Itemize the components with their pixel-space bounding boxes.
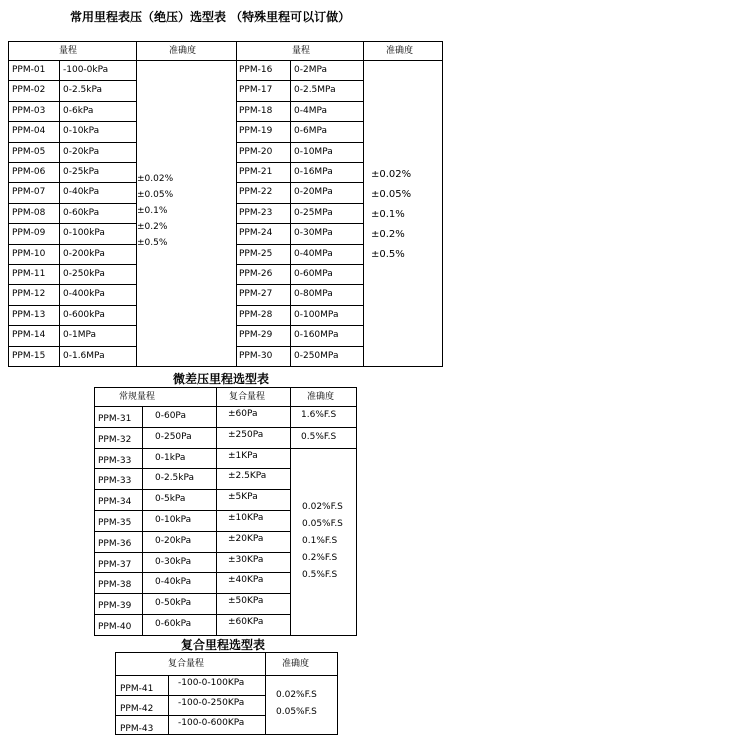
row-model: PPM-10	[12, 248, 46, 259]
row-model: PPM-33	[98, 476, 132, 487]
row-model: PPM-09	[12, 228, 46, 239]
row-model: PPM-13	[12, 309, 46, 320]
row-model: PPM-40	[98, 622, 132, 632]
row-range: 0-2.5MPa	[294, 85, 336, 96]
row-range: 0-400kPa	[63, 289, 105, 300]
row-model: PPM-31	[98, 414, 132, 424]
row-model: PPM-04	[12, 126, 46, 137]
row-model: PPM-06	[12, 167, 46, 177]
row-model: PPM-27	[239, 289, 273, 300]
row-model: PPM-21	[239, 167, 273, 177]
row-range: 0-40MPa	[294, 248, 333, 259]
accuracy-value: 0.05%F.S	[276, 707, 317, 717]
row-model: PPM-33	[98, 455, 132, 466]
row-compound: ±250Pa	[228, 429, 264, 440]
row-compound: ±1KPa	[228, 450, 258, 461]
row-range: 0-2.5kPa	[155, 473, 195, 484]
diff-pressure-title: 微差压里程选型表	[173, 372, 270, 386]
row-model: PPM-25	[239, 248, 273, 259]
row-compound: ±30KPa	[228, 554, 264, 565]
row-model: PPM-12	[12, 289, 46, 300]
row-model: PPM-26	[239, 269, 273, 279]
compound-range-title: 复合里程选型表	[181, 638, 266, 652]
header-normal-range: 常规量程	[119, 392, 156, 402]
row-compound: ±20KPa	[228, 533, 264, 544]
row-range: 0-30kPa	[155, 556, 192, 567]
row-model: PPM-08	[12, 207, 46, 218]
header-compound-range: 复合量程	[229, 392, 266, 402]
row-model: PPM-32	[98, 434, 132, 445]
row-compound: ±5KPa	[228, 492, 258, 503]
compound-range-table	[115, 652, 338, 735]
accuracy-value: ±0.1%	[137, 206, 168, 216]
row-range: 0-4MPa	[294, 105, 328, 116]
accuracy-value: 0.5%F.S	[302, 570, 338, 580]
row-model: PPM-19	[239, 126, 273, 137]
row-range: 0-100kPa	[63, 228, 105, 239]
accuracy-value: ±0.05%	[137, 190, 174, 200]
row-range: 0-20kPa	[155, 535, 192, 546]
row-range: 0-600kPa	[63, 309, 105, 320]
accuracy-value: ±0.5%	[371, 249, 405, 260]
row-model: PPM-34	[98, 497, 132, 508]
row-range: 0-20MPa	[294, 187, 333, 198]
accuracy-value: ±0.5%	[137, 238, 168, 248]
row-model: PPM-01	[12, 65, 46, 75]
row-range: 0-10kPa	[63, 126, 100, 137]
row-model: PPM-16	[239, 65, 273, 75]
row-model: PPM-23	[239, 207, 273, 218]
row-range: 0-6MPa	[294, 126, 328, 137]
accuracy-value: ±0.1%	[371, 209, 405, 220]
row-range: 0-10MPa	[294, 146, 333, 157]
row-model: PPM-28	[239, 309, 273, 320]
row-range: 0-1.6MPa	[63, 350, 105, 361]
accuracy-row-1: 1.6%F.S	[301, 410, 337, 420]
row-model: PPM-15	[12, 350, 46, 361]
row-range: 0-1kPa	[155, 452, 186, 463]
row-range: 0-25MPa	[294, 207, 333, 218]
row-range: 0-2MPa	[294, 65, 328, 75]
accuracy-row-2: 0.5%F.S	[301, 432, 337, 442]
row-range: 0-60MPa	[294, 269, 333, 279]
main-title: 常用里程表压（绝压）选型表 （特殊里程可以订做）	[70, 10, 351, 24]
accuracy-value: ±0.02%	[371, 169, 412, 180]
header-range-right: 量程	[292, 46, 311, 56]
row-range: 0-10kPa	[155, 515, 192, 525]
row-range: 0-60kPa	[155, 619, 192, 629]
header-accuracy-right: 准确度	[386, 46, 414, 56]
accuracy-value: 0.2%F.S	[302, 553, 338, 563]
row-range: 0-30MPa	[294, 228, 333, 239]
row-range: -100-0kPa	[63, 65, 109, 75]
row-range: 0-25kPa	[63, 167, 100, 177]
row-range: -100-0-250KPa	[178, 698, 245, 708]
accuracy-value: ±0.02%	[137, 174, 174, 184]
row-range: 0-1MPa	[63, 330, 97, 341]
row-range: 0-250MPa	[294, 350, 339, 361]
diff-pressure-table	[94, 387, 357, 636]
header-accuracy: 准确度	[307, 392, 335, 402]
accuracy-value: 0.02%F.S	[302, 502, 343, 512]
row-range: 0-40kPa	[63, 187, 100, 198]
row-model: PPM-38	[98, 580, 132, 591]
row-range: 0-200kPa	[63, 248, 105, 259]
row-model: PPM-41	[120, 684, 154, 694]
row-range: 0-160MPa	[294, 330, 339, 341]
row-compound: ±2.5KPa	[228, 471, 267, 482]
row-model: PPM-29	[239, 330, 273, 341]
row-range: 0-50kPa	[155, 598, 192, 609]
row-range: 0-20kPa	[63, 146, 100, 157]
header-accuracy: 准确度	[282, 659, 310, 669]
row-compound: ±60KPa	[228, 617, 264, 627]
row-range: 0-2.5kPa	[63, 85, 103, 96]
accuracy-value: 0.05%F.S	[302, 519, 343, 529]
row-range: 0-40kPa	[155, 577, 192, 588]
row-model: PPM-05	[12, 146, 46, 157]
row-model: PPM-36	[98, 538, 132, 549]
accuracy-value: 0.1%F.S	[302, 536, 338, 546]
row-model: PPM-39	[98, 601, 132, 612]
header-compound-range: 复合量程	[168, 659, 205, 669]
row-range: 0-80MPa	[294, 289, 333, 300]
row-model: PPM-43	[120, 724, 154, 734]
row-compound: ±50KPa	[228, 596, 264, 607]
row-model: PPM-14	[12, 330, 46, 341]
row-range: 0-100MPa	[294, 309, 339, 320]
row-model: PPM-37	[98, 559, 132, 570]
header-range-left: 量程	[59, 46, 78, 56]
row-model: PPM-03	[12, 105, 46, 116]
row-model: PPM-11	[12, 269, 46, 279]
row-model: PPM-22	[239, 187, 273, 198]
row-model: PPM-18	[239, 105, 273, 116]
accuracy-value: ±0.2%	[371, 229, 405, 240]
row-model: PPM-07	[12, 187, 46, 198]
row-range: -100-0-100KPa	[178, 678, 245, 688]
row-range: 0-60Pa	[155, 411, 186, 421]
row-range: 0-60kPa	[63, 207, 100, 218]
row-range: 0-6kPa	[63, 105, 94, 116]
row-range: -100-0-600KPa	[178, 718, 245, 728]
row-model: PPM-42	[120, 704, 154, 714]
row-range: 0-250Pa	[155, 431, 192, 442]
row-compound: ±40KPa	[228, 575, 264, 586]
row-model: PPM-30	[239, 350, 273, 361]
header-accuracy-left: 准确度	[169, 46, 197, 56]
row-compound: ±10KPa	[228, 513, 264, 523]
accuracy-value: ±0.2%	[137, 222, 168, 232]
row-model: PPM-02	[12, 85, 46, 96]
accuracy-value: 0.02%F.S	[276, 690, 317, 700]
row-range: 0-250kPa	[63, 269, 105, 279]
row-model: PPM-17	[239, 85, 273, 96]
range-table	[8, 41, 443, 367]
accuracy-value: ±0.05%	[371, 189, 412, 200]
row-compound: ±60Pa	[228, 409, 258, 419]
row-model: PPM-20	[239, 146, 273, 157]
row-range: 0-5kPa	[155, 494, 186, 505]
row-model: PPM-24	[239, 228, 273, 239]
row-range: 0-16MPa	[294, 167, 333, 177]
row-model: PPM-35	[98, 518, 132, 528]
